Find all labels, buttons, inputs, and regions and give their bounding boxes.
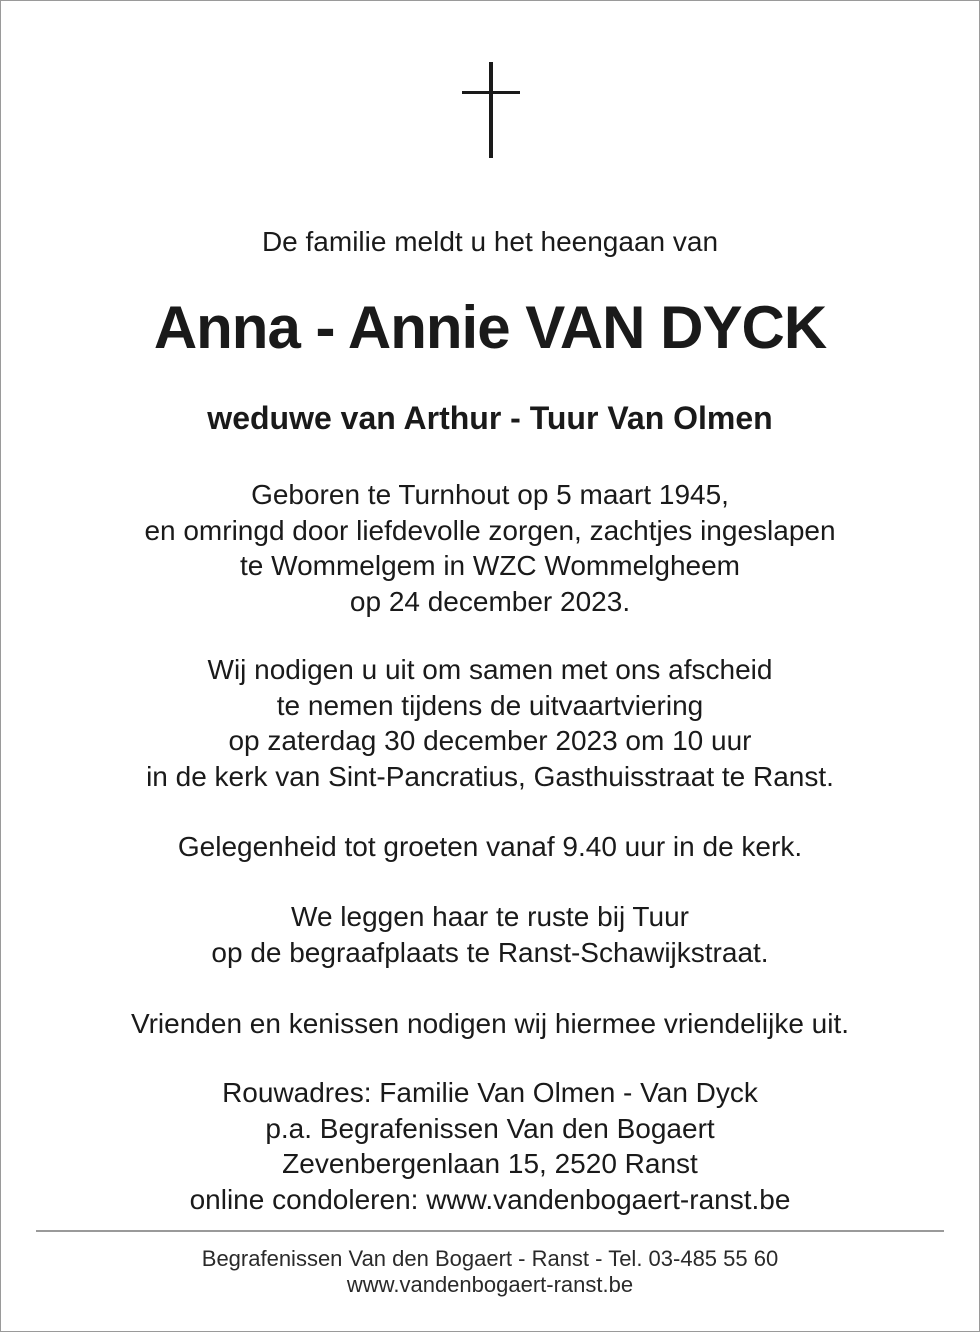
burial-line: We leggen haar te ruste bij Tuur [291,901,689,932]
address-line: p.a. Begrafenissen Van den Bogaert [265,1112,715,1144]
service-line: in de kerk van Sint-Pancratius, Gasthuisstraat te Ranst. [146,760,834,792]
footer-company-line: Begrafenissen Van den Bogaert - Ranst - Tel. 03-485 55 60 [201,1246,779,1271]
birth-death-line: Geboren te Turnhout op 5 maart 1945, [251,479,729,510]
invitation-line: Vrienden en kenissen nodigen wij hiermee vriendelijke uit. [130,1008,850,1039]
birth-death-line: en omringd door liefdevolle zorgen, zachtjes ingeslapen [144,514,836,546]
service-line: op zaterdag 30 december 2023 om 10 uur [228,725,752,756]
condolence-website-line: online condoleren: www.vandenbogaert-ranst.be [189,1183,791,1215]
birth-death-line: te Wommelgem in WZC Wommelgheem [240,550,740,581]
invitation-paragraph [0,1006,980,1042]
spouse-line: weduwe van Arthur - Tuur Van Olmen [207,400,773,436]
greeting-paragraph [0,829,980,865]
greeting-line: Gelegenheid tot groeten vanaf 9.40 uur in de kerk. [177,831,803,862]
burial-line: op de begraafplaats te Ranst-Schawijkstraat. [211,936,769,968]
cross-vertical-bar [489,62,493,158]
service-line: Wij nodigen u uit om samen met ons afscheid [207,654,773,685]
cross-icon [462,62,520,158]
mourning-address-block [0,1075,980,1217]
service-line: te nemen tijdens de uitvaartviering [276,689,704,721]
burial-paragraph [0,899,980,970]
address-line: Zevenbergenlaan 15, 2520 Ranst [282,1148,698,1179]
cross-horizontal-bar [462,91,520,94]
footer-website-line: www.vandenbogaert-ranst.be [346,1272,634,1297]
birth-death-paragraph [0,477,980,619]
service-paragraph [0,652,980,794]
footer-divider [36,1230,944,1232]
intro-text: De familie meldt u het heengaan van [261,226,719,257]
address-line: Rouwadres: Familie Van Olmen - Van Dyck [222,1077,758,1108]
deceased-name: Anna - Annie VAN DYCK [153,294,827,361]
footer [0,1246,980,1298]
birth-death-line: op 24 december 2023. [349,585,631,617]
